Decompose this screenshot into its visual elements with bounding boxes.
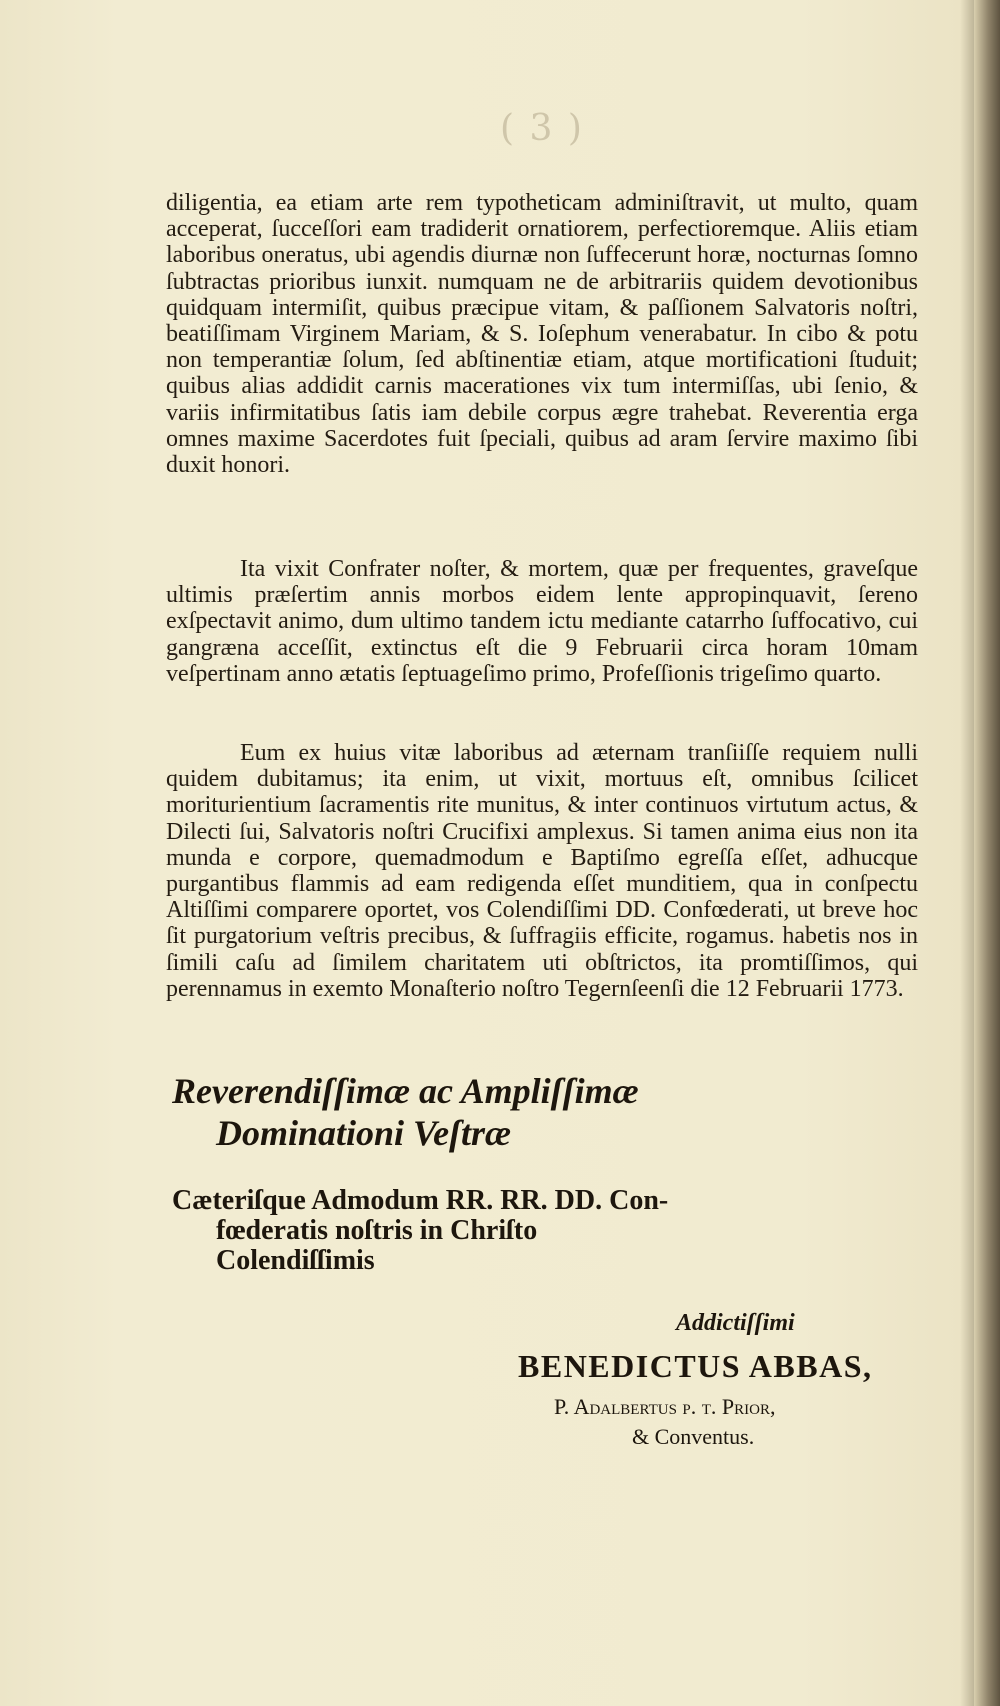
paragraph-3: Eum ex huius vitæ laboribus ad æternam tranſiiſſe requiem nulli quidem dubitamus; ita enim, ut vixit, mortuus eſt, omnibus ſcilicet moriturientium ſacramentis rite munitus, & inter continuos virtutum actus, & Dilecti ſui, Salvatoris noſtri Crucifixi amplexus. Si tamen anima eius non ita munda e corpore, quemadmodum e Baptiſmo egreſſa eſſet, adhucque purgantibus flammis ad eam redigenda eſſet munditiem, qua in conſpectu Altiſſimi comparere oportet, vos Colendiſſimi DD. Confœderati, ut breve hoc ſit purgatorium veſtris precibus, & ſuffragiis efficite, rogamus. habetis nos in ſimili caſu ad ſimilem charitatem uti obſtrictos, ita promtiſſimos, qui perennamus in exemto Monaſterio noſtro Tegernſeenſi die 12 Februarii 1773. xyxy=(166,740,918,1002)
prior-signature: P. Adalbertus p. t. Prior, xyxy=(554,1394,776,1419)
addressee-line-1: Cæteriſque Admodum RR. RR. DD. Con- xyxy=(172,1185,669,1216)
salutation-line-2: Dominationi Veſtræ xyxy=(216,1113,512,1153)
paragraph-1: diligentia, ea etiam arte rem typotheticam adminiſtravit, ut multo, quam acceperat, ſucceſſori eam tradiderit ornatiorem, perfectioremque. Aliis etiam laboribus oneratus, ubi agendis diurnæ non ſuffecerunt horæ, nocturnas ſomno ſubtractas prioribus iunxit. numquam ne de arbitrariis quidem devotionibus quidquam intermiſit, quibus præcipue vitam, & paſſionem Salvatoris noſtri, beatiſſimam Virginem Mariam, & S. Ioſephum venerabatur. In cibo & potu non temperantiæ ſolum, ſed abſtinentiæ etiam, atque mortificationi ſtuduit; quibus alias addidit carnis macerationes vix tum intermiſſas, ubi ſenio, & variis infirmitatibus ſatis iam debile corpus ægre trahebat. Reverentia erga omnes maxime Sacerdotes fuit ſpeciali, quibus ad aram ſervire maximo ſibi duxit honori. xyxy=(166,190,918,479)
abbot-signature: BENEDICTUS ABBAS, xyxy=(518,1348,873,1384)
closing-word: Addictiſſimi xyxy=(676,1310,795,1336)
page-number: ( 3 ) xyxy=(500,108,584,149)
salutation-line-1: Reverendiſſimæ ac Ampliſſimæ xyxy=(172,1071,639,1111)
addressee-line-2: fœderatis noſtris in Chriſto xyxy=(216,1215,538,1246)
paragraph-2: Ita vixit Confrater noſter, & mortem, quæ per frequentes, graveſque ultimis præſertim annis morbos eidem lente appropinquavit, ſereno exſpectavit animo, dum ultimo tandem ictu mediante catarrho ſuffocativo, cui gangræna acceſſit, extinctus eſt die 9 Februarii circa horam 10mam veſpertinam anno ætatis ſeptuageſimo primo, Profeſſionis trigeſimo quarto. xyxy=(166,556,918,687)
page-edge-shadow xyxy=(974,0,1000,1706)
convent-signature: & Conventus. xyxy=(632,1424,755,1449)
salutation xyxy=(172,1070,639,1154)
addressee-line-3: Colendiſſimis xyxy=(216,1245,375,1276)
addressee-block xyxy=(172,1186,668,1276)
